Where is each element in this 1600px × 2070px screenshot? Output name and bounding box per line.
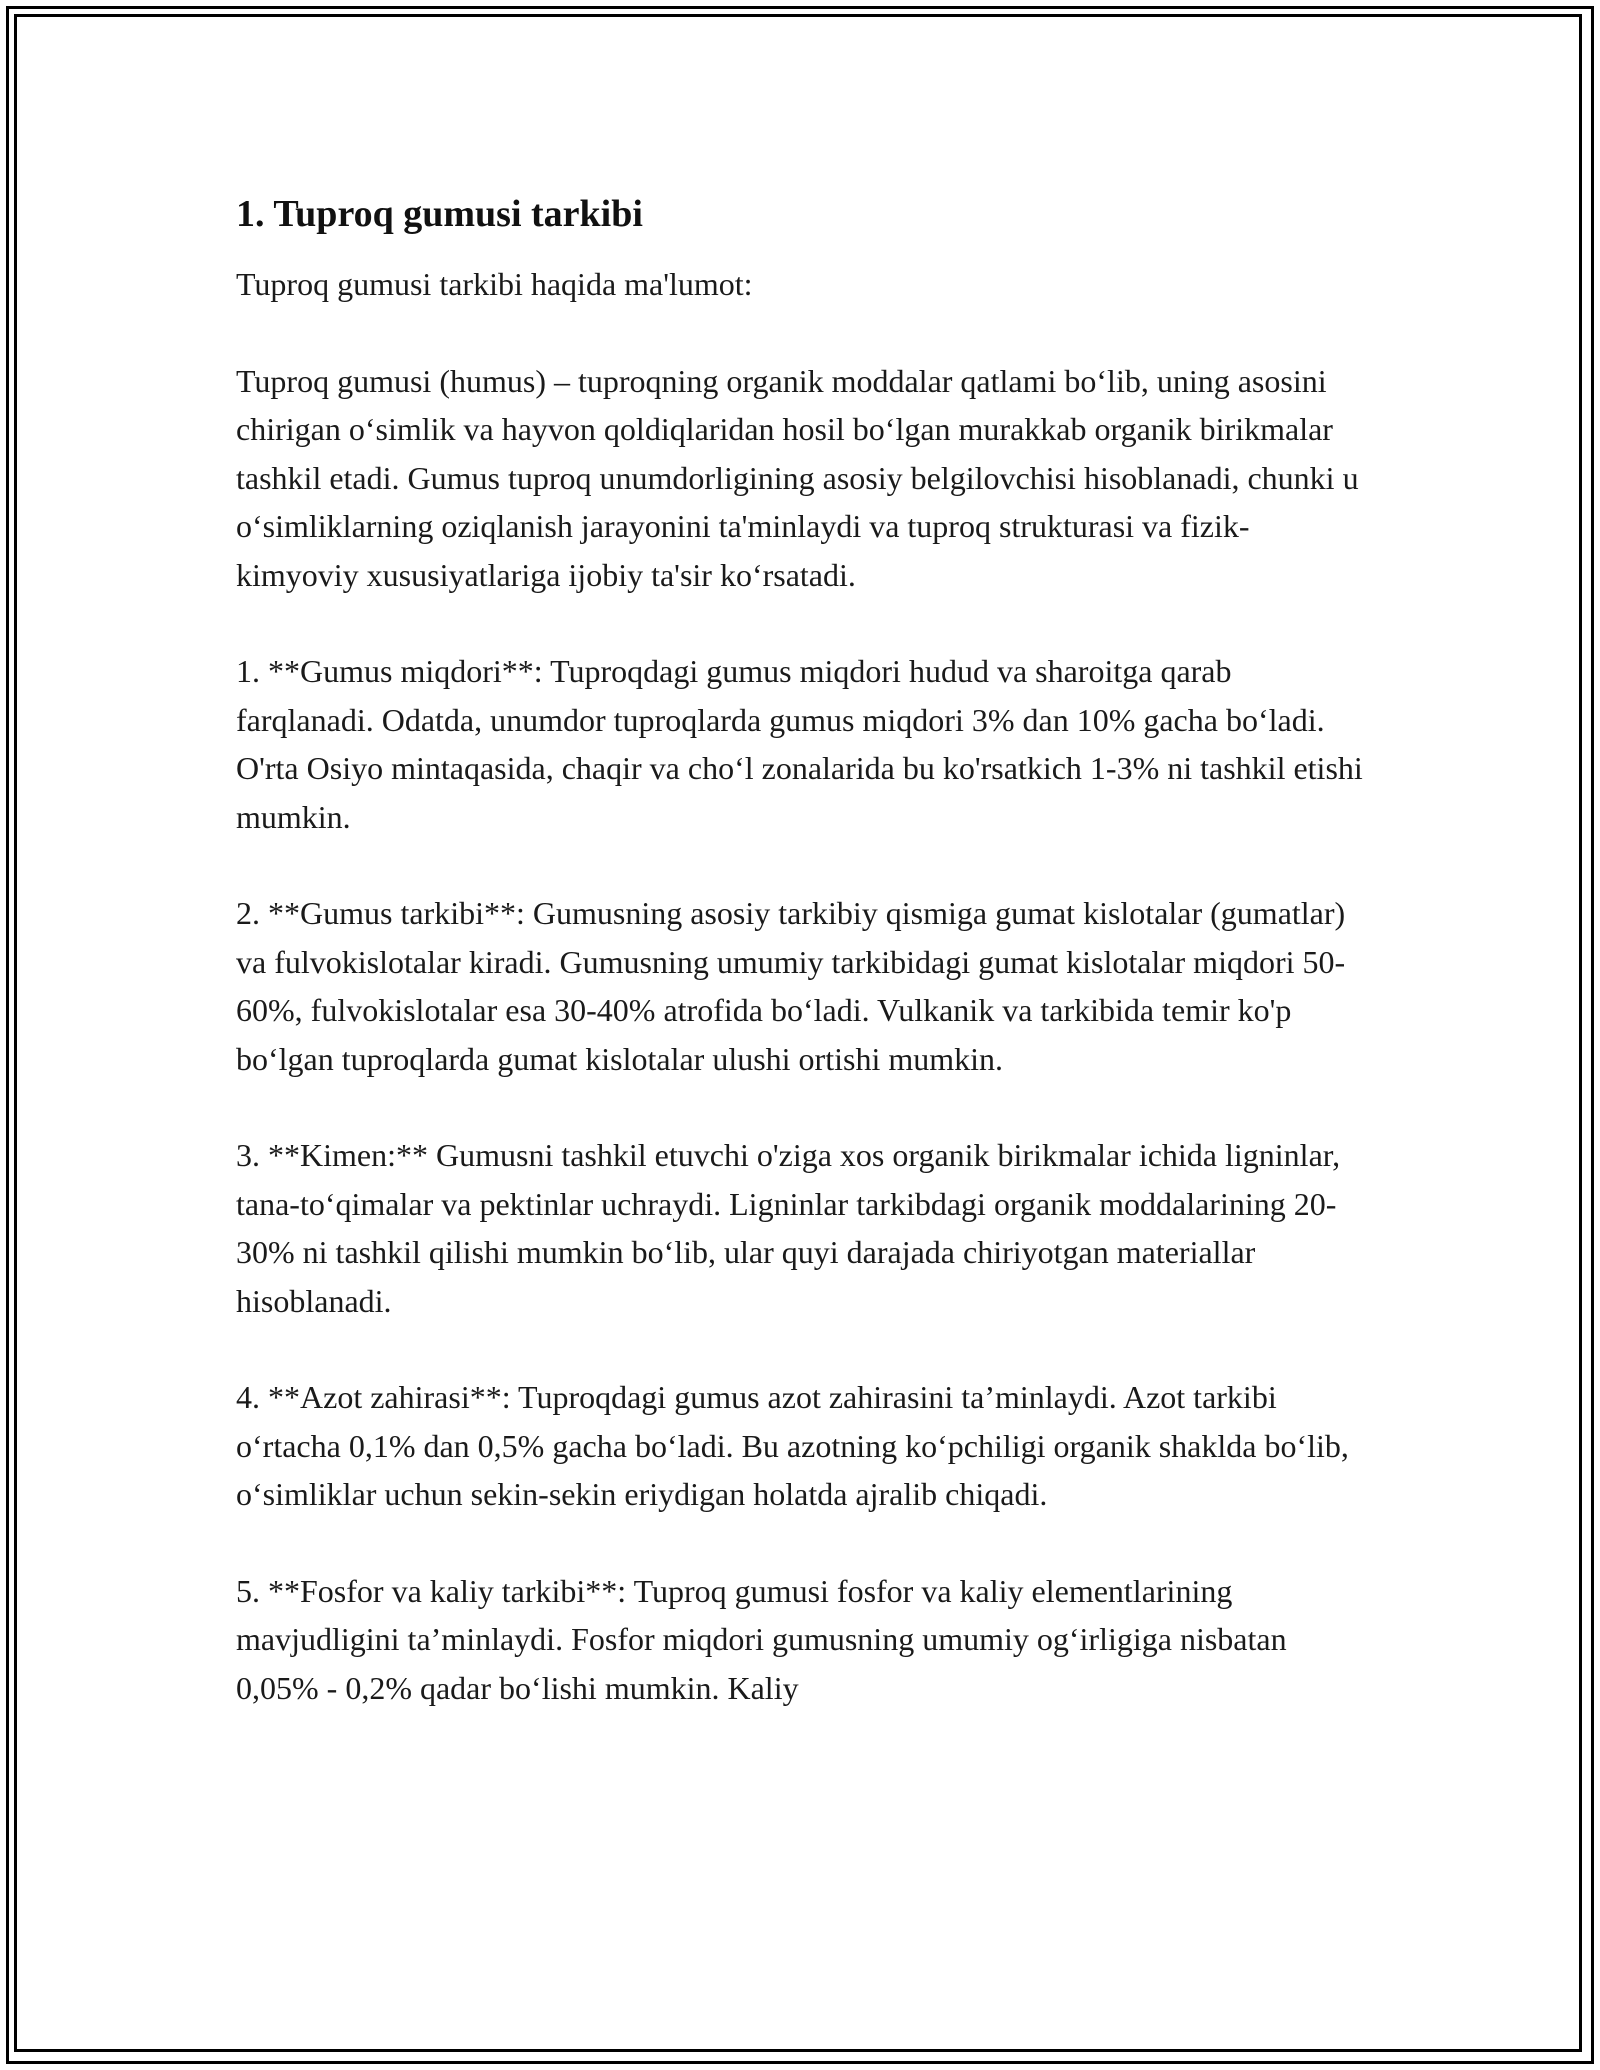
list-item-nitrogen-reserve: 4. **Azot zahirasi**: Tuproqdagi gumus azot zahirasini ta’minlaydi. Azot tarkibi o‘rtacha 0,1% dan 0,5% gacha bo‘ladi. Bu azotning ko‘pchiligi organik shaklda bo‘lib, o‘simliklar uchun sekin-sekin eriydigan holatda ajralib chiqadi. xyxy=(236,1379,1349,1512)
list-item-humus-amount: 1. **Gumus miqdori**: Tuproqdagi gumus miqdori hudud va sharoitga qarab farqlanadi. Odatda, unumdor tuproqlarda gumus miqdori 3% dan 10% gacha bo‘ladi. O'rta Osiyo mintaqasida, chaqir va cho‘l zonalarida bu ko'rsatkich 1-3% ni tashkil etishi mumkin. xyxy=(236,653,1363,835)
list-item-phosphorus-potassium: 5. **Fosfor va kaliy tarkibi**: Tuproq gumusi fosfor va kaliy elementlarining mavjudligini ta’minlaydi. Fosfor miqdori gumusning umumiy og‘irligiga nisbatan 0,05% - 0,2% qadar bo‘lishi mumkin. Kaliy xyxy=(236,1572,1287,1706)
document-body xyxy=(236,190,1366,1760)
list-item-humus-composition: 2. **Gumus tarkibi**: Gumusning asosiy tarkibiy qismiga gumat kislotalar (gumatlar) va fulvokislotalar kiradi. Gumusning umumiy tarkibidagi gumat kislotalar miqdori 50-60%, fulvokislotalar esa 30-40% atrofida bo‘ladi. Vulkanik va tarkibida temir ko'p bo‘lgan tuproqlarda gumat kislotalar ulushi ortishi mumkin. xyxy=(236,895,1346,1077)
list-item-kimen: 3. **Kimen:** Gumusni tashkil etuvchi o'ziga xos organik birikmalar ichida ligninlar, tana-to‘qimalar va pektinlar uchraydi. Ligninlar tarkibdagi organik moddalarining 20-30% ni tashkil qilishi mumkin bo‘lib, ular quyi darajada chiriyotgan materiallar hisoblanadi. xyxy=(236,1137,1341,1319)
section-heading: 1. Tuproq gumusi tarkibi xyxy=(236,193,643,235)
humus-definition-paragraph: Tuproq gumusi (humus) – tuproqning organik moddalar qatlami bo‘lib, uning asosini chirigan o‘simlik va hayvon qoldiqlaridan hosil bo‘lgan murakkab organik birikmalar tashkil etadi. Gumus tuproq unumdorligining asosiy belgilovchisi hisoblanadi, chunki u o‘simliklarning oziqlanish jarayonini ta'minlaydi va tuproq strukturasi va fizik-kimyoviy xususiyatlariga ijobiy ta'sir ko‘rsatadi. xyxy=(236,362,1359,593)
intro-paragraph: Tuproq gumusi tarkibi haqida ma'lumot: xyxy=(236,266,753,302)
